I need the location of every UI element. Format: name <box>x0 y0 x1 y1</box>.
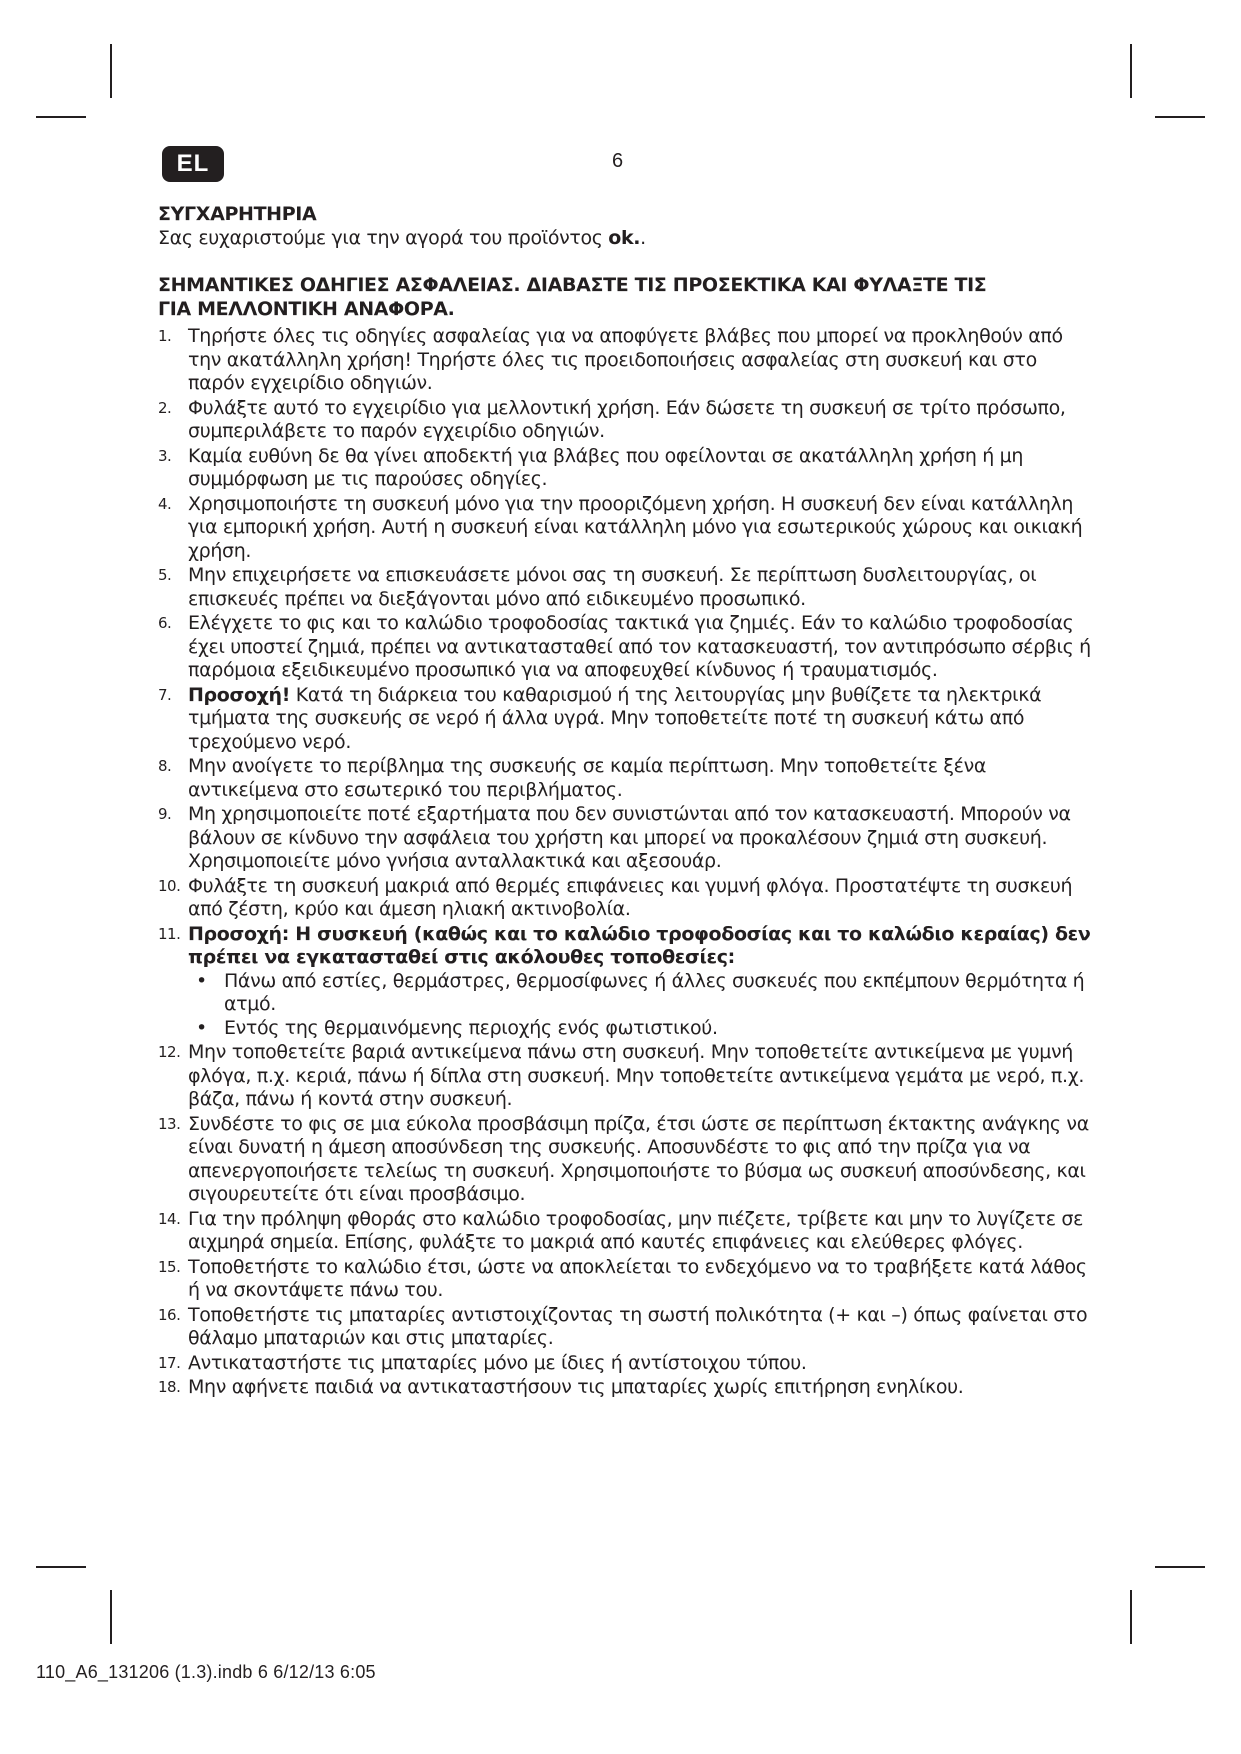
list-item: 9. Μη χρησιμοποιείτε ποτέ εξαρτήματα που δεν συνιστώνται από τον κατασκευαστή. Μπορούν να βάλουν σε κίνδυνο την ασφάλεια του χρήστη και μπορεί να προκαλέσουν ζημιά στη συσκευή. Χρησιμοποιείτε μόνο γνήσια ανταλλακτικά και αξεσουάρ. <box>158 803 1071 872</box>
brand-name: ok. <box>608 226 641 249</box>
list-item: 8. Μην ανοίγετε το περίβλημα της συσκευής σε καμία περίπτωση. Μην τοποθετείτε ξένα αντικείμενα στο εσωτερικό του περιβλήματος. <box>158 755 987 801</box>
crop-mark-bottom-right-h <box>1155 1566 1205 1568</box>
list-item: 6. Ελέγχετε το φις και το καλώδιο τροφοδοσίας τακτικά για ζημιές. Εάν το καλώδιο τροφοδοσίας έχει υποστεί ζημιά, πρέπει να αντικατασταθεί από τον κατασκευαστή, τον αντιπρόσωπο σέρβις ή παρόμοια εξειδικευμένο προσωπικό για να αποφευχθεί κίνδυνος ή τραυματισμός. <box>158 612 1091 681</box>
page-number: 6 <box>612 150 624 172</box>
list-item: 18. Μην αφήνετε παιδιά να αντικαταστήσουν τις μπαταρίες χωρίς επιτήρηση ενηλίκου. <box>158 1376 964 1398</box>
list-item: 5. Μην επιχειρήσετε να επισκευάσετε μόνοι σας τη συσκευή. Σε περίπτωση δυσλειτουργίας, οι επισκευές πρέπει να διεξάγονται μόνο από ειδικευμένο προσωπικό. <box>158 564 1037 610</box>
crop-mark-bottom-left-h <box>36 1566 86 1568</box>
list-item: 1. Τηρήστε όλες τις οδηγίες ασφαλείας για να αποφύγετε βλάβες που μπορεί να προκληθούν από την ακατάλληλη χρήση! Τηρήστε όλες τις προειδοποιήσεις ασφαλείας στη συσκευή και στο παρόν εγχειρίδιο οδηγιών. <box>158 325 1063 394</box>
safety-heading-line2: ΓΙΑ ΜΕΛΛΟΝΤΙΚΗ ΑΝΑΦΟΡΑ. <box>158 297 455 320</box>
page-content <box>158 203 1093 1401</box>
list-item: 17. Αντικαταστήστε τις μπαταρίες μόνο με ίδιες ή αντίστοιχου τύπου. <box>158 1351 807 1374</box>
list-item: 16. Τοποθετήστε τις μπαταρίες αντιστοιχίζοντας τη σωστή πολικότητα (+ και –) όπως φαίνεται στο θάλαμο μπαταριών και στις μπαταρίες. <box>158 1303 1088 1349</box>
list-item: 14. Για την πρόληψη φθοράς στο καλώδιο τροφοδοσίας, μην πιέζετε, τρίβετε και μην το λυγίζετε σε αιχμηρά σημεία. Επίσης, φυλάξτε το μακριά από καυτές επιφάνειες και ελεύθερες φλόγες. <box>158 1207 1083 1253</box>
location-bullet-list <box>188 970 1093 1041</box>
crop-mark-top-left-h <box>36 116 86 118</box>
list-item: 7. Προσοχή! Κατά τη διάρκεια του καθαρισμού ή της λειτουργίας μην βυθίζετε τα ηλεκτρικά τμήματα της συσκευής σε νερό ή άλλα υγρά. Μην τοποθετείτε ποτέ τη συσκευή κάτω από τρεχούμενο νερό. <box>158 683 1042 753</box>
print-slug: 110_A6_131206 (1.3).indb 6 6/12/13 6:05 <box>36 1662 376 1682</box>
language-badge: EL <box>162 146 224 182</box>
thanks-text: Σας ευχαριστούμε για την αγορά του προϊόντος <box>158 226 609 249</box>
list-item: 11. Προσοχή: Η συσκευή (καθώς και το καλώδιο τροφοδοσίας και το καλώδιο κεραίας) δεν πρέπει να εγκατασταθεί στις ακόλουθες τοποθεσίες: • Πάνω από εστίες, θερμάστρες, θερμοσίφωνες ή άλλες συσκευές που εκπέμπουν θερμότητα ή ατμό. • Εντός της θερμαινόμενης περιοχής ενός φωτιστικού. <box>158 923 1093 1041</box>
list-item: 15. Τοποθετήστε το καλώδιο έτσι, ώστε να αποκλείεται το ενδεχόμενο να το τραβήξετε κατά λάθος ή να σκοντάψετε πάνω του. <box>158 1255 1087 1301</box>
crop-mark-bottom-right <box>1130 1590 1132 1644</box>
list-item: 10. Φυλάξτε τη συσκευή μακριά από θερμές επιφάνειες και γυμνή φλόγα. Προστατέψτε τη συσκευή από ζέστη, κρύο και άμεση ηλιακή ακτινοβολία. <box>158 874 1073 920</box>
list-item: 4. Χρησιμοποιήστε τη συσκευή μόνο για την προοριζόμενη χρήση. Η συσκευή δεν είναι κατάλληλη για εμπορική χρήση. Αυτή η συσκευή είναι κατάλληλη μόνο για εσωτερικούς χώρους και οικιακή χρήση. <box>158 492 1083 562</box>
crop-mark-top-right-h <box>1155 116 1205 118</box>
safety-heading-line1: ΣΗΜΑΝΤΙΚΕΣ ΟΔΗΓΙΕΣ ΑΣΦΑΛΕΙΑΣ. ΔΙΑΒΑΣΤΕ ΤΙΣ ΠΡΟΣΕΚΤΙΚΑ ΚΑΙ ΦΥΛΑΞΤΕ ΤΙΣ <box>158 274 987 296</box>
warning-label: Προσοχή! <box>188 683 291 706</box>
bullet-item: • Πάνω από εστίες, θερμάστρες, θερμοσίφωνες ή άλλες συσκευές που εκπέμπουν θερμότητα ή ατμό. <box>196 969 1085 1015</box>
list-item: 12. Μην τοποθετείτε βαριά αντικείμενα πάνω στη συσκευή. Μην τοποθετείτε αντικείμενα με γυμνή φλόγα, π.χ. κεριά, πάνω ή δίπλα στη συσκευή. Μην τοποθετείτε αντικείμενα γεμάτα με νερό, π.χ. βάζα, πάνω ή κοντά στην συσκευή. <box>158 1041 1085 1110</box>
safety-heading <box>158 274 1093 321</box>
congrats-heading: ΣΥΓΧΑΡΗΤΗΡΙΑ <box>158 203 317 225</box>
list-item: 3. Καμία ευθύνη δε θα γίνει αποδεκτή για βλάβες που οφείλονται σε ακατάλληλη χρήση ή μη συμμόρφωση με τις παρούσες οδηγίες. <box>158 444 1024 490</box>
safety-instructions-list <box>158 325 1093 1400</box>
bullet-item: • Εντός της θερμαινόμενης περιοχής ενός φωτιστικού. <box>196 1016 718 1039</box>
bullet-icon: • <box>196 969 207 992</box>
crop-mark-bottom-left <box>110 1590 112 1644</box>
thanks-end: . <box>640 226 646 249</box>
crop-mark-top-left <box>110 44 112 98</box>
bullet-icon: • <box>196 1016 207 1039</box>
thanks-line <box>158 227 1093 251</box>
list-item: 13. Συνδέστε το φις σε μια εύκολα προσβάσιμη πρίζα, έτσι ώστε σε περίπτωση έκτακτης ανάγκης να είναι δυνατή η άμεση αποσύνδεση της συσκευής. Αποσυνδέστε το φις από την πρίζα για να απενεργοποιήσετε τελείως τη συσκευή. Χρησιμοποιήστε το βύσμα ως συσκευή αποσύνδεσης, και σιγουρευτείτε ότι είναι προσβάσιμο. <box>158 1112 1089 1205</box>
list-item: 2. Φυλάξτε αυτό το εγχειρίδιο για μελλοντική χρήση. Εάν δώσετε τη συσκευή σε τρίτο πρόσωπο, συμπεριλάβετε το παρόν εγχειρίδιο οδηγιών. <box>158 396 1066 442</box>
crop-mark-top-right <box>1130 44 1132 98</box>
warning-label: Προσοχή: Η συσκευή (καθώς και το καλώδιο τροφοδοσίας και το καλώδιο κεραίας) δεν πρέπει να εγκατασταθεί στις ακόλουθες τοποθεσίες: <box>188 922 1091 968</box>
